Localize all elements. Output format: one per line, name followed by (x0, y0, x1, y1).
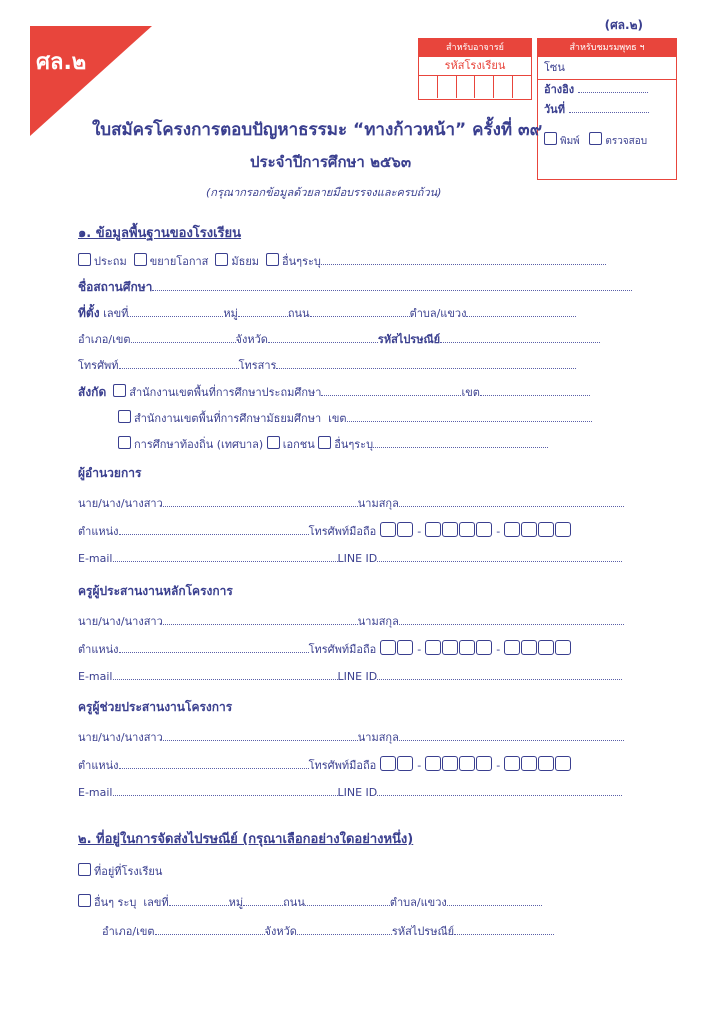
check-checkbox[interactable] (589, 132, 602, 145)
location-row[interactable]: ที่ตั้ง เลขที่ หมู่ ถนน ตำบล/แขวง (78, 304, 576, 323)
checkbox-secondary[interactable] (215, 253, 228, 266)
option-school-row: ที่อยู่ที่โรงเรียน (78, 862, 162, 880)
date-field[interactable]: วันที่ (538, 100, 676, 120)
checkbox-local[interactable] (118, 436, 131, 449)
address-district-row[interactable]: อำเภอ/เขต จังหวัด รหัสไปรษณีย์ (102, 922, 554, 940)
affiliation-row-3: การศึกษาท้องถิ่น (เทศบาล) เอกชน อื่นๆระบุ (118, 435, 548, 453)
affiliation-row-2: สำนักงานเขตพื้นที่การศึกษามัธยมศึกษา เขต (118, 409, 592, 427)
person-name-row[interactable]: นาย/นาง/นางสาว นามสกุล (78, 728, 624, 746)
section2-title: ๒. ที่อยู่ในการจัดส่งไปรษณีย์ (กรุณาเลือกอย่างใดอย่างหนึ่ง) (78, 832, 414, 847)
ref-field[interactable]: อ้างอิง (538, 80, 676, 100)
mobile-boxes[interactable]: - - (380, 759, 572, 772)
affiliation-row-1: สังกัด สำนักงานเขตพื้นที่การศึกษาประถมศึกษา เขต (78, 383, 590, 402)
teacher-box-title: สำหรับอาจารย์ (419, 39, 531, 57)
person-position-row[interactable]: ตำแหน่ง โทรศัพท์มือถือ - - (78, 640, 572, 658)
form-subtitle: ประจำปีการศึกษา ๒๕๖๓ (250, 153, 412, 171)
person-position-row[interactable]: ตำแหน่ง โทรศัพท์มือถือ - - (78, 522, 572, 540)
checkbox-private[interactable] (267, 436, 280, 449)
checkbox-extended[interactable] (134, 253, 147, 266)
district-row[interactable]: อำเภอ/เขต จังหวัด รหัสไปรษณีย์ (78, 330, 600, 348)
checkbox-school-address[interactable] (78, 863, 91, 876)
form-note: (กรุณากรอกข้อมูลด้วยลายมือบรรจงและครบถ้วน) (206, 186, 442, 199)
status-checks: พิมพ์ ตรวจสอบ (538, 132, 676, 152)
option-other-row: อื่นๆ ระบุ เลขที่ หมู่ ถนน ตำบล/แขวง (78, 893, 542, 911)
person-title: ผู้อำนวยการ (78, 466, 142, 480)
form-code: ศล.๒ (36, 50, 87, 75)
school-name-row[interactable]: ชื่อสถานศึกษา (78, 278, 632, 297)
person-title: ครูผู้ประสานงานหลักโครงการ (78, 584, 233, 598)
checkbox-primary-area[interactable] (113, 384, 126, 397)
checkbox-primary[interactable] (78, 253, 91, 266)
mobile-boxes[interactable]: - - (380, 525, 572, 538)
checkbox-other-type[interactable] (266, 253, 279, 266)
person-name-row[interactable]: นาย/นาง/นางสาว นามสกุล (78, 612, 624, 630)
form-code-top: (ศล.๒) (604, 18, 643, 32)
form-title: ใบสมัครโครงการตอบปัญหาธรรมะ “ทางก้าวหน้า” ครั้งที่ ๓๙ (92, 120, 543, 140)
school-code-label: รหัสโรงเรียน (419, 57, 531, 76)
phone-fax-row[interactable]: โทรศัพท์ โทรสาร (78, 356, 576, 374)
school-type-row: ประถม ขยายโอกาส มัธยม อื่นๆระบุ (78, 252, 606, 270)
school-code-box (418, 38, 532, 100)
club-box-title: สำหรับชมรมพุทธ ฯ (538, 39, 676, 57)
person-name-row[interactable]: นาย/นาง/นางสาว นามสกุล (78, 494, 624, 512)
person-title: ครูผู้ช่วยประสานงานโครงการ (78, 700, 233, 714)
zone-field[interactable]: โซน (538, 57, 676, 80)
club-box (537, 38, 677, 180)
person-position-row[interactable]: ตำแหน่ง โทรศัพท์มือถือ - - (78, 756, 572, 774)
section1-title: ๑. ข้อมูลพื้นฐานของโรงเรียน (78, 226, 242, 241)
checkbox-other-affiliation[interactable] (318, 436, 331, 449)
print-checkbox[interactable] (544, 132, 557, 145)
school-code-cells[interactable] (419, 76, 531, 98)
mobile-boxes[interactable]: - - (380, 643, 572, 656)
person-contact-row[interactable]: E-mail LINE ID (78, 551, 622, 565)
person-contact-row[interactable]: E-mail LINE ID (78, 669, 622, 683)
checkbox-secondary-area[interactable] (118, 410, 131, 423)
person-contact-row[interactable]: E-mail LINE ID (78, 785, 622, 799)
checkbox-other-address[interactable] (78, 894, 91, 907)
